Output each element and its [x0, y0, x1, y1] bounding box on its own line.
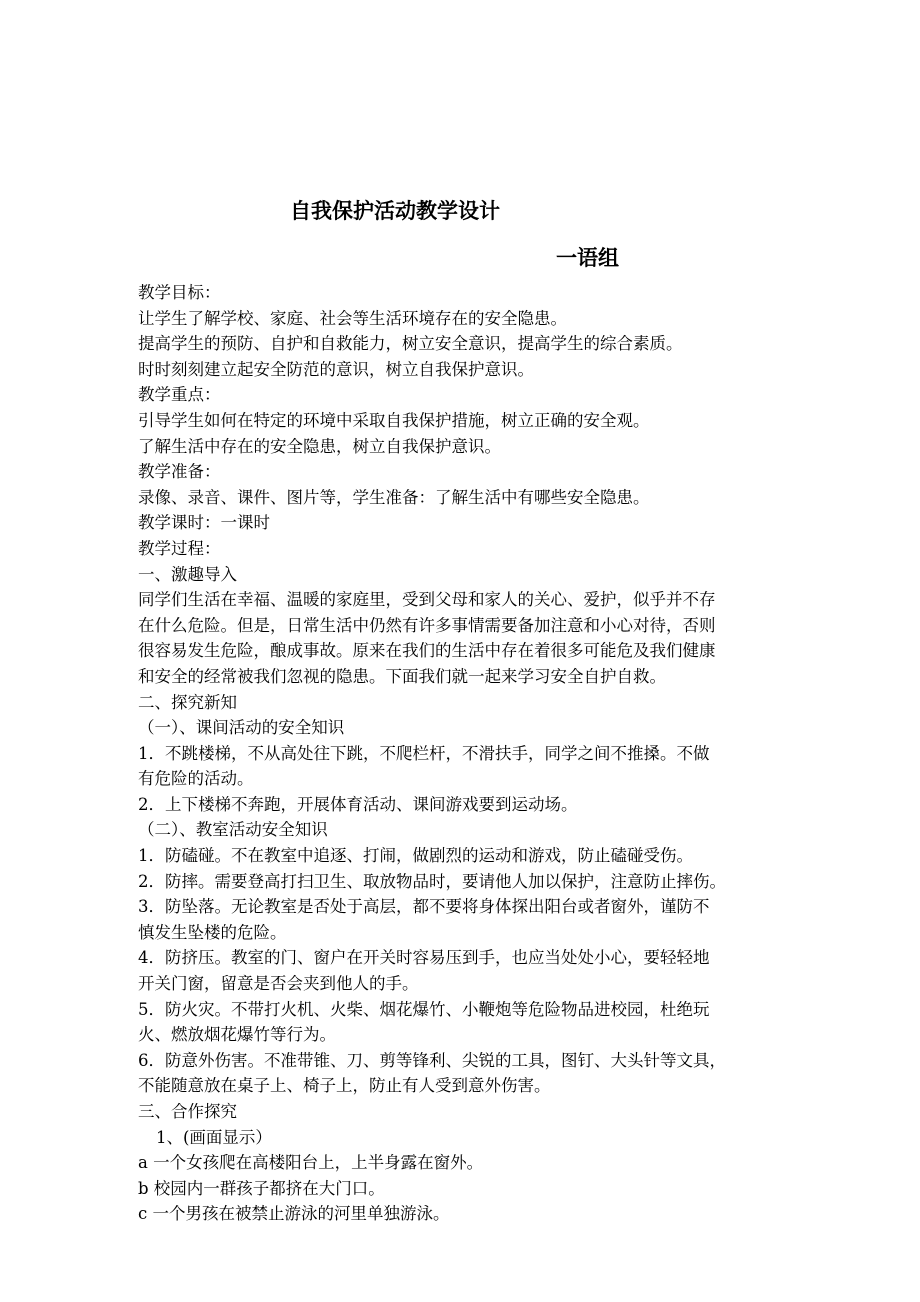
text-line: 2．防摔。需要登高打扫卫生、取放物品时，要请他人加以保护，注意防止摔伤。 [138, 871, 726, 891]
text-line: b 校园内一群孩子都挤在大门口。 [138, 1178, 385, 1198]
text-line: 4．防挤压。教室的门、窗户在开关时容易压到手，也应当处处小心，要轻轻地 [138, 948, 710, 968]
text-line: 三、合作探究 [138, 1102, 237, 1121]
text-line: c 一个男孩在被禁止游泳的河里单独游泳。 [138, 1204, 450, 1224]
text-line: 1、(画面显示） [156, 1127, 272, 1147]
text-line: 二、探究新知 [138, 692, 237, 712]
text-line: 提高学生的预防、自护和自救能力，树立安全意识，提高学生的综合素质。 [138, 334, 683, 354]
document-title: 自我保护活动教学设计 [290, 199, 500, 223]
text-line: 不能随意放在桌子上、椅子上，防止有人受到意外伤害。 [138, 1076, 551, 1096]
text-line: a 一个女孩爬在高楼阳台上，上半身露在窗外。 [138, 1153, 484, 1173]
text-line: 火、燃放烟花爆竹等行为。 [138, 1025, 336, 1045]
text-line: 教学目标： [138, 283, 221, 302]
text-line: 教学准备： [138, 462, 221, 482]
text-line: 开关门窗，留意是否会夹到他人的手。 [138, 974, 419, 994]
text-line: 了解生活中存在的安全隐患，树立自我保护意识。 [138, 436, 501, 456]
text-line: 教学重点： [138, 385, 221, 405]
document-subtitle: 一语组 [556, 246, 619, 270]
text-line: 2．上下楼梯不奔跑，开展体育活动、课间游戏要到运动场。 [138, 794, 578, 814]
text-line: 1．不跳楼梯，不从高处往下跳，不爬栏杆，不滑扶手，同学之间不推搡。不做 [138, 743, 710, 763]
text-line: 让学生了解学校、家庭、社会等生活环境存在的安全隐患。 [138, 308, 567, 328]
text-line: 和安全的经常被我们忽视的隐患。下面我们就一起来学习安全自护自救。 [138, 666, 666, 686]
text-line: 教学过程： [138, 538, 221, 558]
text-line: 在什么危险。但是，日常生活中仍然有许多事情需要备加注意和小心对待，否则 [138, 615, 716, 635]
text-line: 引导学生如何在特定的环境中采取自我保护措施，树立正确的安全观。 [138, 410, 650, 430]
text-line: 同学们生活在幸福、温暖的家庭里，受到父母和家人的关心、爱护，似乎并不存 [138, 590, 716, 610]
text-line: 录像、录音、课件、图片等，学生准备：了解生活中有哪些安全隐患。 [138, 487, 650, 507]
text-line: 慎发生坠楼的危险。 [138, 922, 287, 942]
text-line: 1．防磕碰。不在教室中追逐、打闹，做剧烈的运动和游戏，防止磕碰受伤。 [138, 846, 693, 866]
text-line: （二）、教室活动安全知识 [138, 820, 328, 840]
document-body [138, 280, 784, 1227]
text-line: 6．防意外伤害。不准带锥、刀、剪等锋利、尖锐的工具，图钉、大头针等文具， [138, 1050, 726, 1070]
text-line: （一）、课间活动的安全知识 [138, 718, 345, 738]
text-line: 3．防坠落。无论教室是否处于高层，都不要将身体探出阳台或者窗外，谨防不 [138, 897, 710, 917]
text-line: 教学课时：一课时 [138, 513, 270, 533]
text-line: 5．防火灾。不带打火机、火柴、烟花爆竹、小鞭炮等危险物品进校园，杜绝玩 [138, 999, 710, 1019]
text-line: 很容易发生危险，酿成事故。原来在我们的生活中存在着很多可能危及我们健康 [138, 641, 716, 661]
text-line: 有危险的活动。 [138, 769, 254, 789]
text-line: 一、激趣导入 [138, 564, 237, 584]
text-line: 时时刻刻建立起安全防范的意识，树立自我保护意识。 [138, 359, 534, 379]
